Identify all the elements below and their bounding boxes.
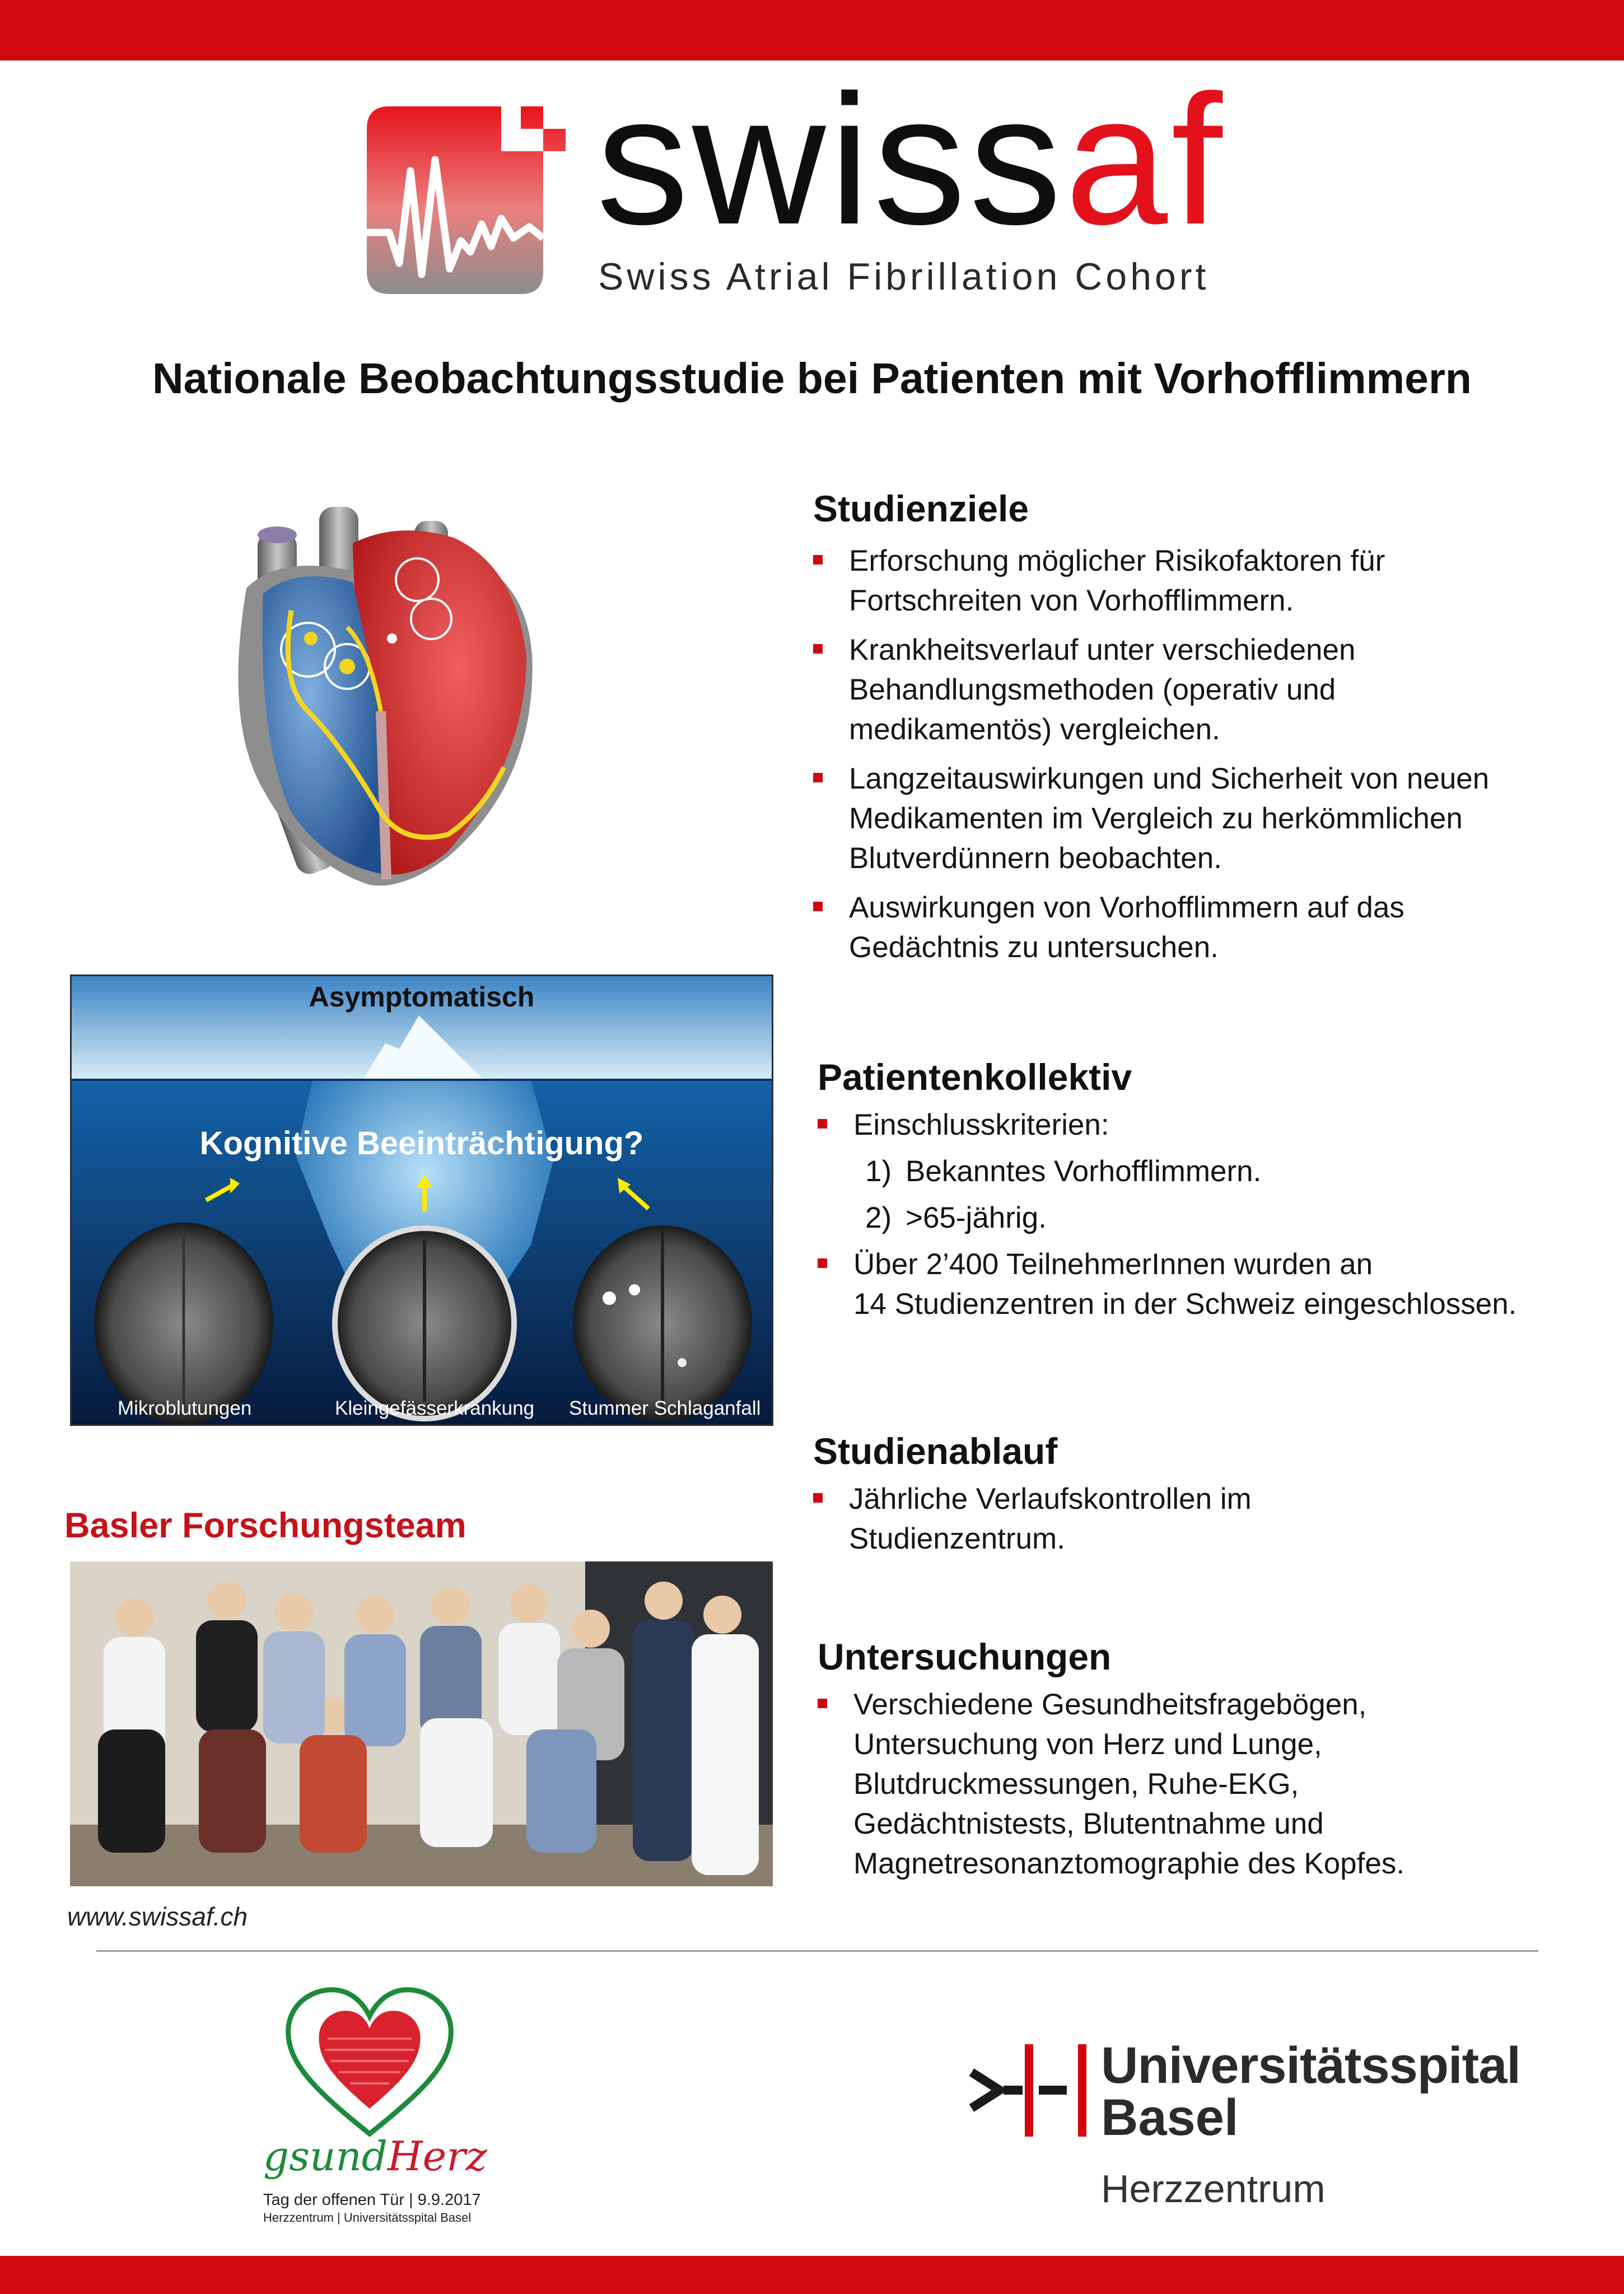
criteria-item — [818, 1198, 1613, 1238]
criteria-number: 2) — [865, 1201, 892, 1234]
gsundherz-wordmark — [263, 2133, 487, 2180]
list-item-line: Magnetresonanztomographie des Kopfes. — [853, 1847, 1405, 1880]
list-item-line: Untersuchung von Herz und Lunge, — [853, 1728, 1322, 1761]
list-item-line: Medikamenten im Vergleich zu herkömmlichen — [849, 802, 1463, 835]
criteria-item — [818, 1151, 1613, 1191]
bullet-icon — [818, 1119, 827, 1129]
logo-word-part1: swiss — [596, 56, 1065, 263]
usb-name-line1: Universitätsspital — [1101, 2037, 1520, 2094]
list-item-line: Gedächtnistests, Blutentnahme und — [853, 1807, 1324, 1840]
list-item-line: Erforschung möglicher Risikofaktoren für — [849, 544, 1385, 577]
iceberg-label: Kleingefässerkrankung — [335, 1397, 535, 1419]
list-item-line: Über 2’400 TeilnehmerInnen wurden an — [853, 1248, 1373, 1281]
procedure-list — [813, 1479, 1597, 1559]
team-heading: Basler Forschungsteam — [64, 1506, 466, 1545]
bullet-icon — [818, 1699, 827, 1708]
website-link[interactable]: www.swissaf.ch — [67, 1902, 248, 1931]
list-item-line: Gedächtnis zu untersuchen. — [849, 931, 1219, 964]
top-red-bar — [0, 0, 1624, 60]
section-untersuchungen — [818, 1635, 1602, 1893]
bullet-icon — [813, 902, 823, 911]
list-item — [813, 541, 1597, 621]
section-studienablauf — [813, 1430, 1597, 1568]
goals-list — [813, 541, 1597, 967]
list-item-line: Studienzentrum. — [849, 1522, 1065, 1555]
section-heading: Untersuchungen — [818, 1636, 1112, 1677]
bullet-icon — [813, 1493, 823, 1503]
criteria-number: 1) — [865, 1155, 892, 1188]
criteria-list — [818, 1151, 1613, 1238]
logo-word-part2: af — [1065, 56, 1226, 263]
bullet-icon — [818, 1258, 827, 1268]
gsundherz-heart-icon — [280, 1977, 459, 2145]
gsundherz-word1: gsund — [263, 2133, 388, 2180]
gsundherz-word2: Herz — [387, 2133, 487, 2180]
list-item-line: Auswirkungen von Vorhofflimmern auf das — [849, 891, 1404, 924]
criteria-label: Einschlusskriterien: — [853, 1108, 1109, 1141]
usb-logo-icon — [969, 2044, 1092, 2137]
list-item — [813, 630, 1597, 749]
list-item-line: Langzeitauswirkungen und Sicherheit von neuen — [849, 762, 1490, 795]
iceberg-top-label: Asymptomatisch — [309, 981, 535, 1013]
section-studienziele — [813, 487, 1597, 977]
list-item — [818, 1244, 1613, 1324]
list-item-line: Verschiedene Gesundheitsfragebögen, — [853, 1688, 1367, 1721]
criteria-text: >65-jährig. — [906, 1201, 1047, 1234]
iceberg-illustration — [70, 975, 773, 1426]
list-item — [813, 1479, 1597, 1559]
heart-ecg-cross-icon — [367, 106, 566, 294]
list-item-line: medikamentös) vergleichen. — [849, 713, 1220, 746]
section-patientenkollektiv — [818, 1056, 1613, 1333]
list-item — [813, 888, 1597, 967]
list-item-line: Blutverdünnern beobachten. — [849, 842, 1222, 875]
list-item — [818, 1105, 1613, 1145]
section-heading: Studienablauf — [813, 1430, 1058, 1472]
list-item — [818, 1685, 1602, 1883]
team-photo-graphic — [70, 1561, 773, 1886]
team-photo — [70, 1561, 773, 1886]
iceberg-label: Stummer Schlaganfall — [569, 1397, 761, 1419]
cohort-list — [818, 1105, 1613, 1145]
list-item-line: 14 Studienzentren in der Schweiz eingeschlossen. — [853, 1288, 1517, 1321]
list-item-line: Fortschreiten von Vorhofflimmern. — [849, 584, 1294, 617]
bullet-icon — [813, 773, 823, 782]
exams-list — [818, 1685, 1602, 1883]
gsundherz-event-line: Tag der offenen Tür | 9.9.2017 — [263, 2191, 481, 2209]
usb-name-line2: Basel — [1101, 2089, 1239, 2146]
participants-list — [818, 1244, 1613, 1324]
list-item-line: Blutdruckmessungen, Ruhe-EKG, — [853, 1768, 1299, 1801]
bullet-icon — [813, 644, 823, 654]
iceberg-question: Kognitive Beeinträchtigung? — [199, 1125, 644, 1162]
iceberg-label: Mikroblutungen — [118, 1397, 252, 1419]
list-item — [813, 759, 1597, 878]
gsundherz-host-line: Herzzentrum | Universitätsspital Basel — [263, 2211, 472, 2225]
iceberg-graphic — [72, 976, 772, 1424]
page-title: Nationale Beobachtungsstudie bei Patienten mit Vorhofflimmern — [152, 355, 1472, 403]
logo-wordmark — [596, 56, 1226, 263]
bottom-red-bar — [0, 2256, 1624, 2294]
bullet-icon — [813, 555, 823, 565]
list-item-line: Krankheitsverlauf unter verschiedenen — [849, 633, 1356, 666]
list-item-line: Jährliche Verlaufskontrollen im — [849, 1482, 1252, 1516]
divider — [96, 1950, 1538, 1952]
section-heading: Studienziele — [813, 488, 1029, 529]
list-item-line: Behandlungsmethoden (operativ und — [849, 673, 1336, 706]
section-heading: Patientenkollektiv — [818, 1056, 1132, 1098]
heart-anatomy-illustration — [213, 498, 605, 902]
usb-department: Herzzentrum — [1101, 2167, 1326, 2211]
criteria-text: Bekanntes Vorhofflimmern. — [906, 1155, 1262, 1188]
logo-subtitle: Swiss Atrial Fibrillation Cohort — [598, 255, 1210, 298]
